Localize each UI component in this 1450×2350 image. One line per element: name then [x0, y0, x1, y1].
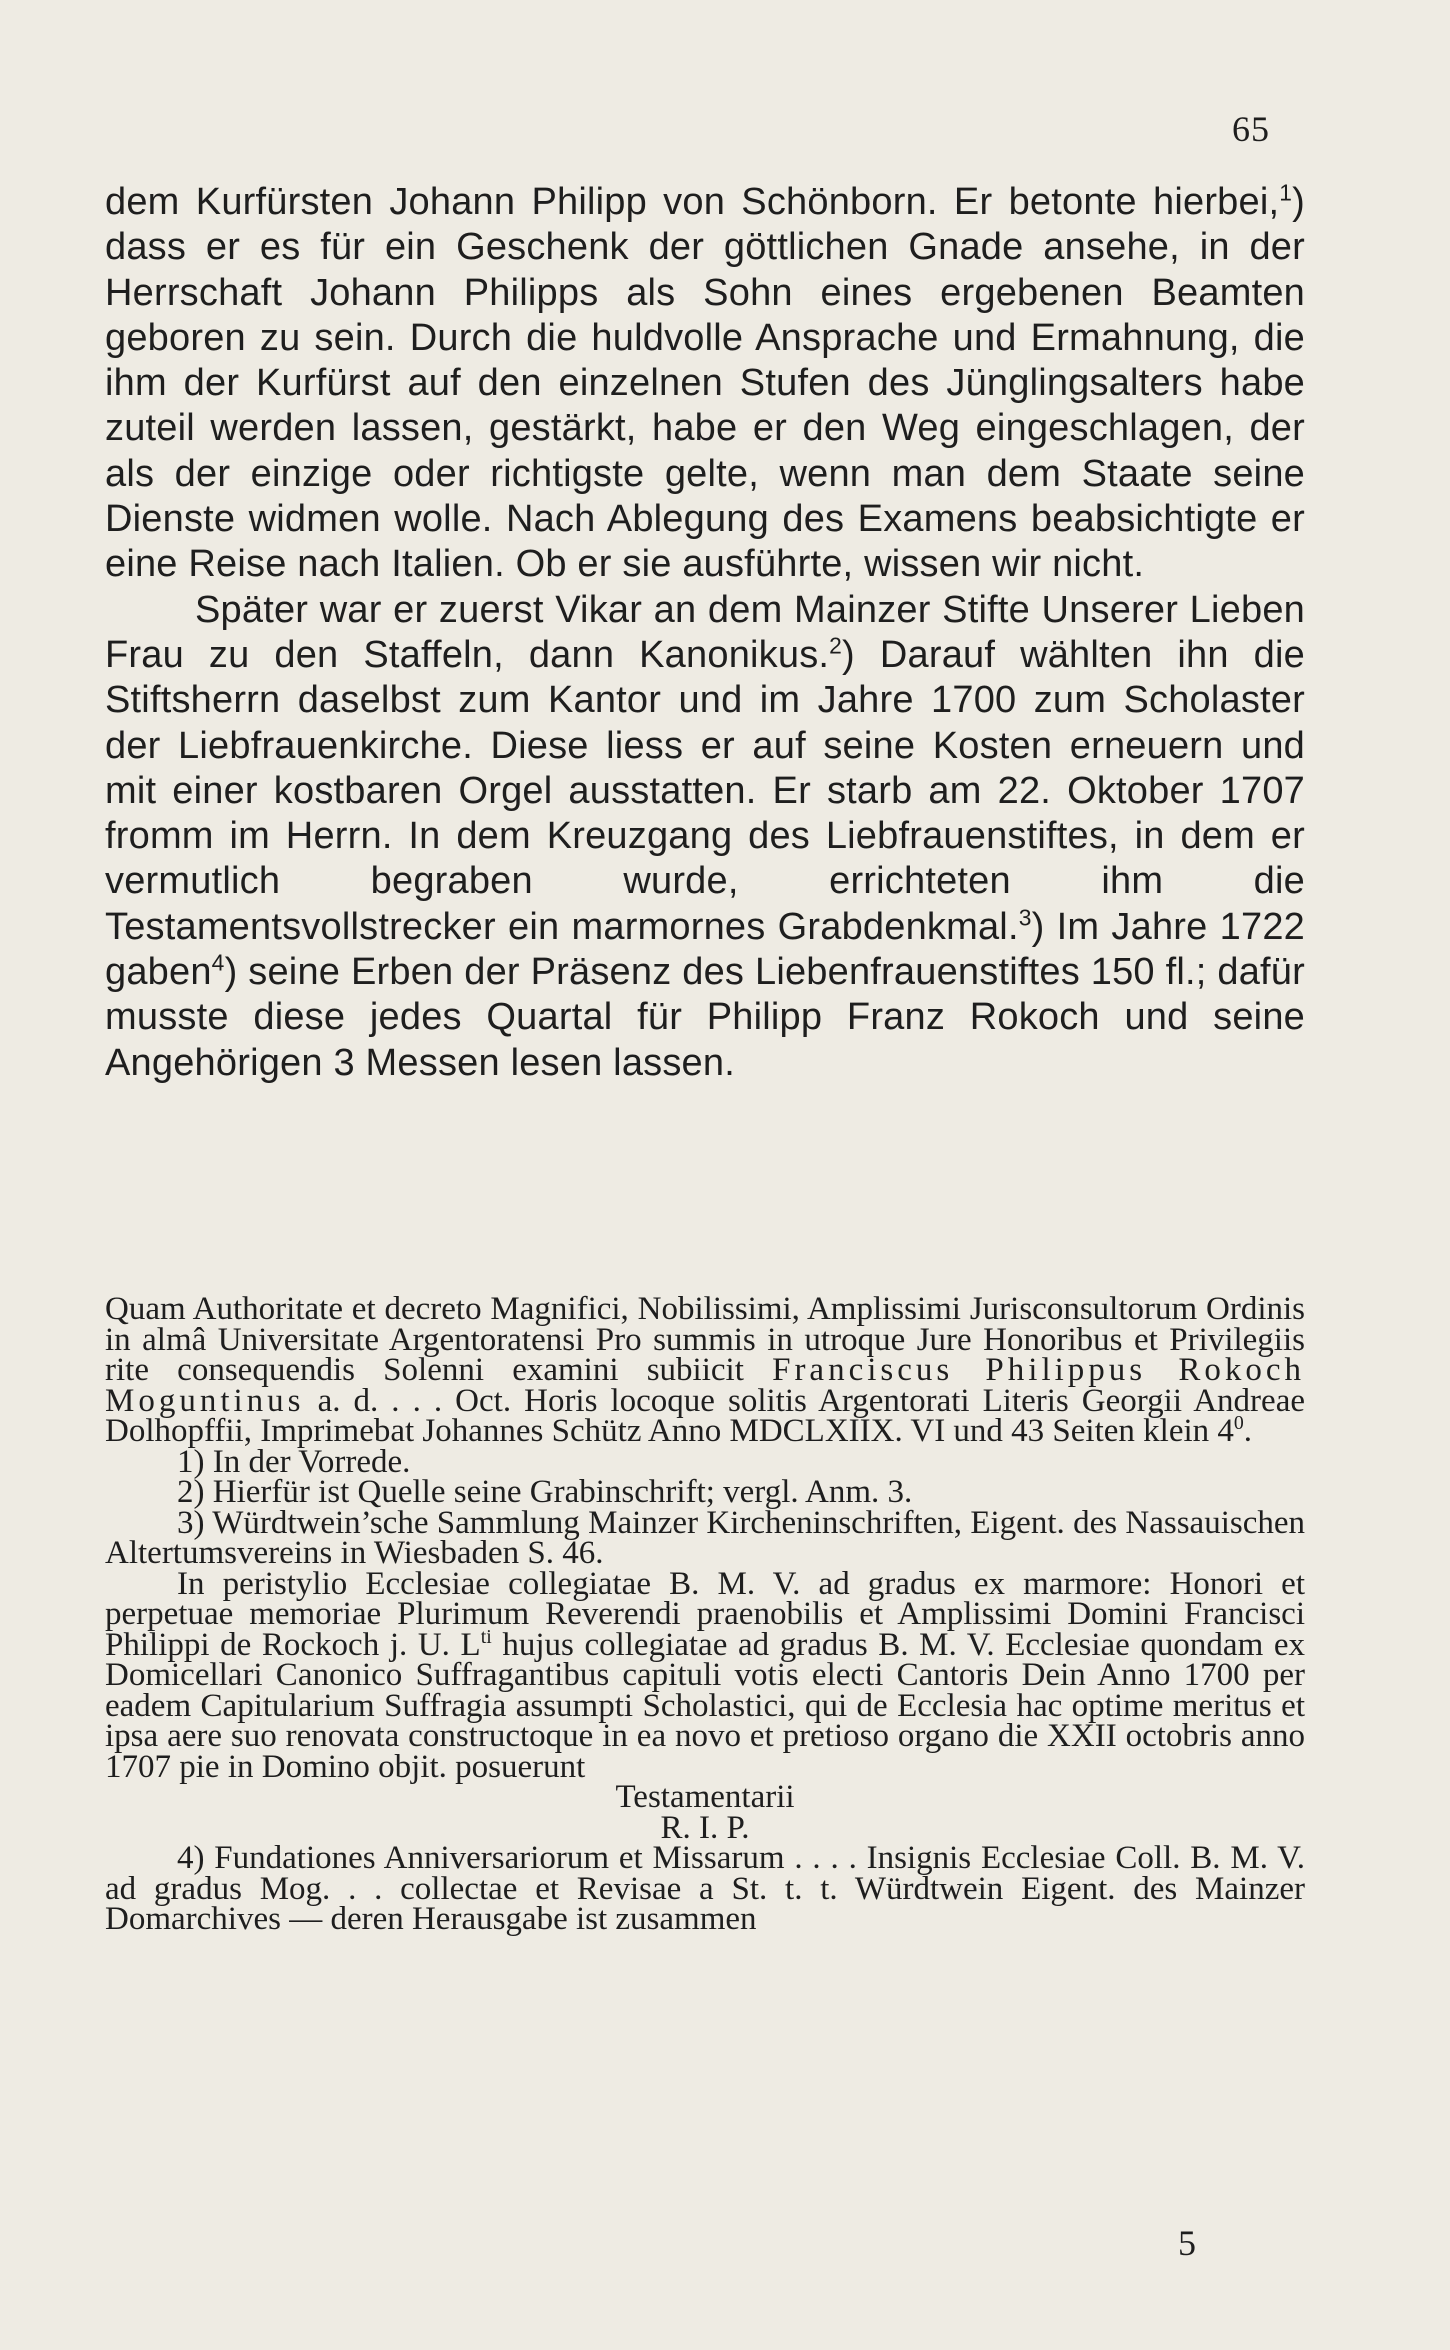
footnote-3: 3) Würdtwein’sche Sammlung Mainzer Kircheninschriften, Eigent. des Nassauischen Altertumsvereins in Wiesbaden S. 46.	[105, 1504, 1305, 1571]
footnote-ref-3: 3	[1018, 904, 1032, 931]
inscription-text: In peristylio Ecclesiae collegiatae B. M. V. ad gradus ex marmore: Honori et perpetuae memoriae Plurimum Reverendi praenobilis et Amplissimi Domini Francisci Philippi de Rockoch j. U. $L^{ti}$ hujus collegiatae ad gradus B. M. V. Ecclesiae quondam ex Domicellari Canonico Suffragantibus capituli votis electi Cantoris Dein Anno 1700 per eadem Capitularium Suffragia assumpti Scholastici, qui de Ecclesia hac optime meritus et ipsa aere suo renovata constructoque in ea novo et pretioso organo die XXII octobris anno 1707 pie in Domino objit. posuerunt	[105, 1565, 1305, 1785]
main-body-text	[105, 180, 1305, 1086]
footnote-ref-1: 1	[1279, 179, 1293, 206]
author-name: Franciscus Philippus Rokoch Moguntinus	[105, 1352, 1305, 1419]
footnote-ref-2: 2	[829, 632, 843, 659]
footnote-ref-4: 4	[211, 949, 225, 976]
paragraph-1: dem Kurfürsten Johann Philipp von Schönborn. Er betonte hierbei,$^1$) dass er es für ein Geschenk der göttlichen Gnade ansehe, in der Herrschaft Johann Philipps als Sohn eines ergebenen Beamten geboren zu sein. Durch die huldvolle Ansprache und Ermahnung, die ihm der Kurfürst auf den einzelnen Stufen des Jünglingsalters habe zuteil werden lassen, gestärkt, habe er den Weg eingeschlagen, der als der einzige oder richtigste gelte, wenn man dem Staate seine Dienste widmen wolle. Nach Ablegung des Examens beabsichtigte er eine Reise nach Italien. Ob er sie ausführte, wissen wir nicht.	[105, 179, 1305, 586]
footnote-4: 4) Fundationes Anniversariorum et Missarum . . . . Insignis Ecclesiae Coll. B. M. V. ad gradus Mog. . . collectae et Revisae a St. t. t. Würdtwein Eigent. des Mainzer Domarchives — deren Herausgabe ist zusammen	[105, 1840, 1305, 1937]
footnote-1: 1) In der Vorrede.	[177, 1443, 411, 1480]
paragraph-2: Später war er zuerst Vikar an dem Mainzer Stifte Unserer Lieben Frau zu den Staffeln, dann Kanonikus.$^2$) Darauf wählten ihn die Stiftsherrn daselbst zum Kantor und im Jahre 1700 zum Scholaster der Liebfrauenkirche. Diese liess er auf seine Kosten erneuern und mit einer kostbaren Orgel ausstatten. Er starb am 22. Oktober 1707 fromm im Herrn. In dem Kreuzgang des Liebfrauenstiftes, in dem er vermutlich begraben wurde, errichteten ihm die Testamentsvollstrecker ein marmornes Grabdenkmal.$^3$) Im Jahre 1722 gaben$^4$) seine Erben der Präsenz des Liebenfrauenstiftes 150 fl.; dafür musste diese jedes Quartal für Philipp Franz Rokoch und seine Angehörigen 3 Messen lesen lassen.	[105, 588, 1305, 1084]
footnote-2: 2) Hierfür ist Quelle seine Grabinschrift; vergl. Anm. 3.	[177, 1474, 913, 1510]
signature-mark: 5	[1178, 2223, 1196, 2263]
inscription-signoff: Testamentarii	[615, 1779, 795, 1815]
rip-line: R. I. P.	[660, 1809, 750, 1846]
dissertation-title: Quam Authoritate et decreto Magnifici, Nobilissimi, Amplissimi Jurisconsultorum Ordinis in almâ Universitate Argentoratensi Pro summis in utroque Jure Honoribus et Privilegiis rite consequendis Solenni examini subiicit Franciscus Philippus Rokoch Moguntinus a. d. . . . Oct. Horis locoque solitis Argentorati Literis Georgii Andreae Dolhopffii, Imprimebat Johannes Schütz Anno MDCLXIIX. VI und 43 Seiten klein $4^0$.	[105, 1291, 1305, 1449]
footnotes-section	[105, 1291, 1305, 1937]
page-number: 65	[1232, 109, 1270, 149]
